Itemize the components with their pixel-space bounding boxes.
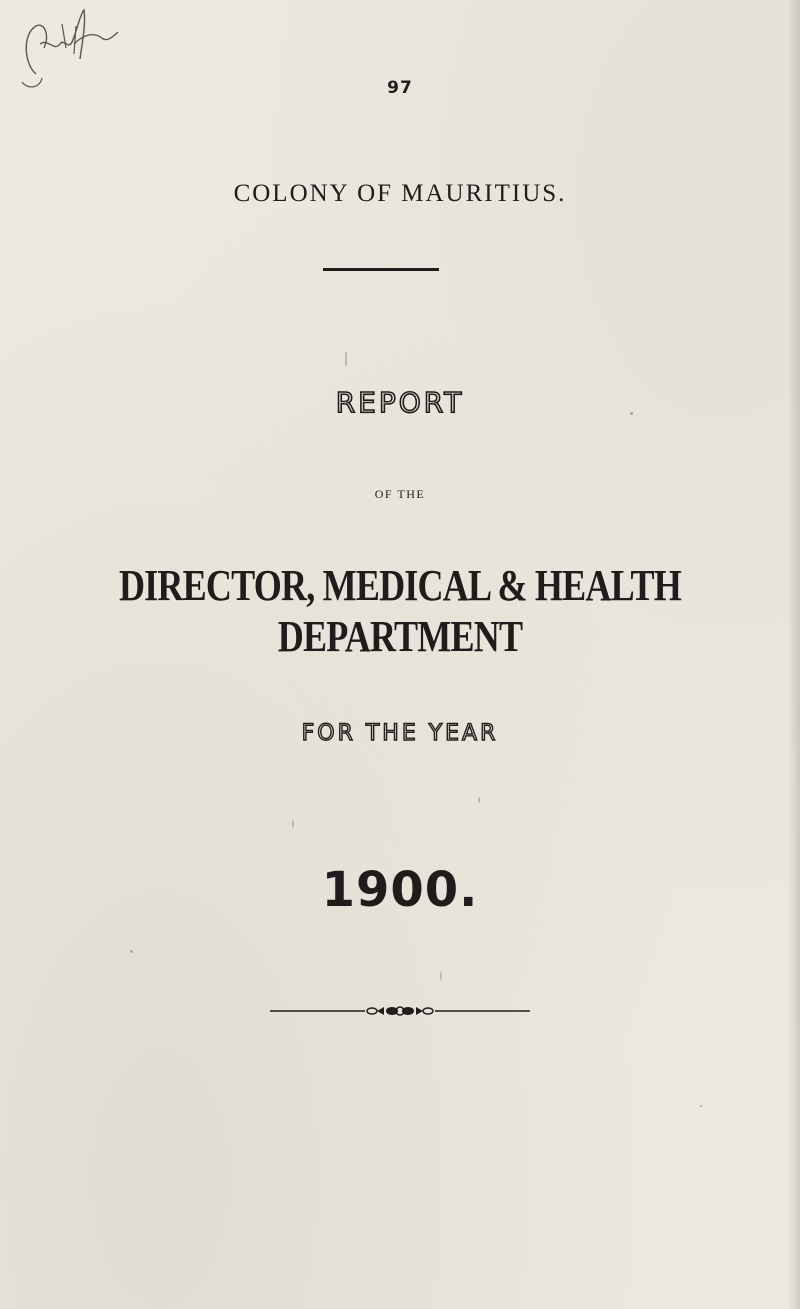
page-number: 97 [387, 78, 413, 98]
report-heading: REPORT [335, 386, 465, 419]
colony-heading: COLONY OF MAURITIUS. [233, 180, 567, 207]
paper-speck [345, 352, 347, 366]
paper-speck [130, 950, 133, 953]
ornament-icon [270, 1005, 530, 1017]
report-year: 1900. [321, 862, 479, 918]
heading-rule [323, 268, 439, 271]
paper-speck [478, 797, 480, 803]
for-the-year-heading: FOR THE YEAR [301, 721, 499, 746]
paper-speck [440, 971, 442, 981]
paper-speck [700, 1105, 702, 1107]
paper-speck [630, 412, 633, 415]
paper-speck [292, 820, 294, 828]
department-title: DIRECTOR, MEDICAL & HEALTH DEPARTMENT [118, 561, 682, 661]
of-the-text: OF THE [374, 487, 426, 501]
